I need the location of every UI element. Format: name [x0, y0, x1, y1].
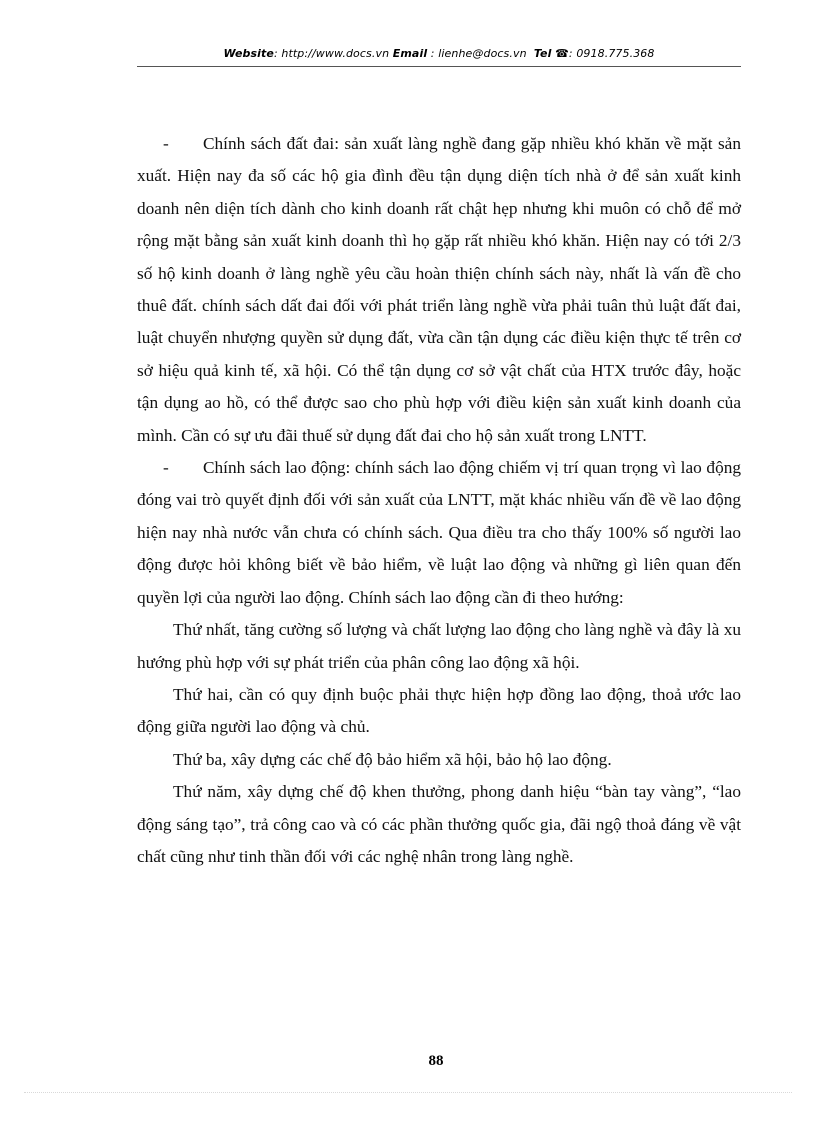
paragraph-labor-policy [137, 452, 741, 614]
email-value: : lienhe@docs.vn [427, 47, 527, 60]
email-label: Email [392, 47, 428, 60]
paragraph-land-policy [137, 128, 741, 452]
paragraph-text: Chính sách đất đai: sản xuất làng nghề đang gặp nhiều khó khăn về mặt sản xuất. Hiện nay đa số các hộ gia đình đều tận dụng diện tích nhà ở để sản xuất kinh doanh nên diện tích dành cho kinh doanh rất chật hẹp nhưng khi muôn có chỗ để mở rộng mặt bằng sản xuất kinh doanh thì họ gặp rất nhiều khó khăn. Hiện nay có tới 2/3 số hộ kinh doanh ở làng nghề yêu cầu hoàn thiện chính sách này, nhất là vấn đề cho thuê đất. chính sách dất đai đối với phát triển làng nghề vừa phải tuân thủ luật đất đai, luật chuyển nhượng quyền sử dụng đất, vừa cần tận dụng các điều kiện thực tế trên cơ sở hiệu quả kinh tế, xã hội. Có thể tận dụng cơ sở vật chất của HTX trước đây, hoặc tận dụng ao hồ, có thể được sao cho phù hợp với điều kiện sản xuất kinh doanh của mình. Cần có sự ưu đãi thuế sử dụng đất đai cho hộ sản xuất trong LNTT. [137, 134, 741, 445]
paragraph-first: Thứ nhất, tăng cường số lượng và chất lượng lao động cho làng nghề và đây là xu hướng phù hợp với sự phát triển của phân công lao động xã hội. [137, 620, 741, 672]
tel-label: Tel [533, 47, 552, 60]
website-label: Website [223, 47, 274, 60]
paragraph-third: Thứ ba, xây dựng các chế độ bảo hiểm xã hội, bảo hộ lao động. [173, 749, 612, 769]
phone-icon: ☎ [555, 47, 569, 60]
footer-dotted-line [24, 1092, 792, 1093]
paragraph-second: Thứ hai, cần có quy định buộc phải thực hiện hợp đồng lao động, thoả ước lao động giữa người lao động và chủ. [137, 684, 741, 737]
bullet-marker: - [163, 134, 169, 153]
header-divider [137, 66, 741, 67]
page-number: 88 [428, 1053, 444, 1069]
bullet-marker: - [163, 458, 169, 478]
tel-value: : 0918.775.368 [568, 47, 655, 60]
page-header [137, 47, 741, 60]
website-value: : http://www.docs.vn [273, 47, 390, 60]
body-text [137, 128, 741, 873]
paragraph-fifth: Thứ năm, xây dựng chế độ khen thưởng, phong danh hiệu “bàn tay vàng”, “lao động sáng tạo”, trả công cao và có các phần thưởng quốc gia, đãi ngộ thoả đáng về vật chất cũng như tinh thần đối với các nghệ nhân trong làng nghề. [137, 782, 741, 866]
paragraph-text: Chính sách lao động: chính sách lao động chiếm vị trí quan trọng vì lao động đóng vai trò quyết định đối với sản xuất của LNTT, mặt khác nhiều vấn đề về lao động hiện nay nhà nước vẫn chưa có chính sách. Qua điều tra cho thấy 100% số người lao động được hỏi không biết về bảo hiểm, về luật lao động và những gì liên quan đến quyền lợi của người lao động. Chính sách lao động cần đi theo hướng: [137, 458, 741, 607]
